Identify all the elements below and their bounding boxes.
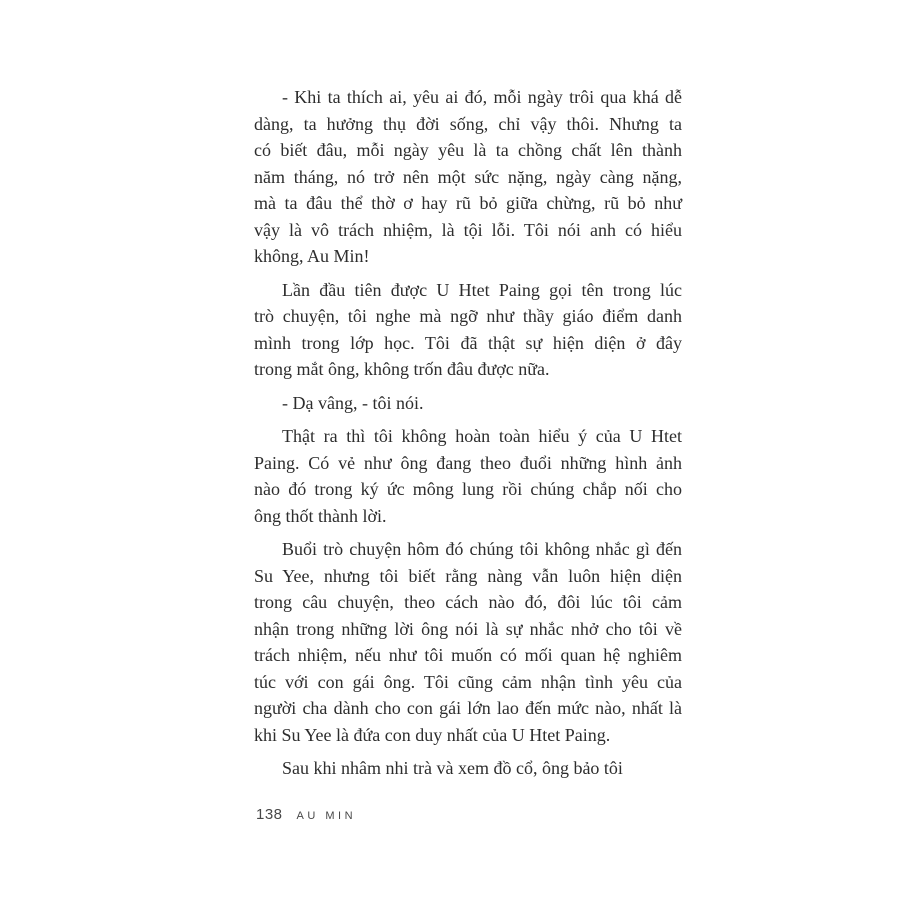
text-line: ông thốt thành lời. (254, 505, 387, 526)
text-line: trong câu chuyện, theo cách nào đó, đôi lúc tôi cảm (254, 592, 682, 612)
text-line: nào đó trong ký ức mông lung rồi chúng chắp nối cho (254, 479, 682, 499)
paragraph (254, 423, 682, 529)
text-line: Buổi trò chuyện hôm đó chúng tôi không nhắc gì đến (282, 539, 682, 559)
text-line: Paing. Có vẻ như ông đang theo đuổi những hình ảnh (254, 452, 682, 473)
text-line: khi Su Yee là đứa con duy nhất của U Htet Paing. (254, 724, 611, 745)
page-number: 138 (256, 806, 283, 823)
page-footer (256, 806, 356, 823)
text-line: trong mắt ông, không trốn đâu được nữa. (254, 359, 550, 379)
paragraph (254, 536, 682, 748)
text-line: người cha dành cho con gái lớn lao đến mức nào, nhất là (254, 698, 682, 718)
text-line: - Dạ vâng, - tôi nói. (282, 392, 424, 413)
paragraph (254, 755, 682, 782)
text-line: mình trong lớp học. Tôi đã thật sự hiện diện ở đây (254, 332, 682, 353)
text-line: không, Au Min! (254, 246, 370, 266)
text-line: dàng, ta hưởng thụ đời sống, chỉ vậy thôi. Nhưng ta (254, 113, 682, 134)
text-line: năm tháng, nó trở nên một sức nặng, ngày càng nặng, (254, 166, 682, 187)
text-line: Thật ra thì tôi không hoàn toàn hiểu ý của U Htet (282, 426, 682, 446)
text-line: Su Yee, nhưng tôi biết rằng nàng vẫn luôn hiện diện (254, 565, 682, 586)
paragraph (254, 277, 682, 383)
text-line: túc với con gái ông. Tôi cũng cảm nhận tình yêu của (254, 671, 682, 692)
paragraph (254, 84, 682, 270)
text-line: trách nhiệm, nếu như tôi muốn có mối quan hệ nghiêm (254, 645, 682, 665)
running-title: AU MIN (296, 810, 357, 822)
text-line: có biết đâu, mỗi ngày yêu là ta chồng chất lên thành (254, 140, 682, 160)
text-line: mà ta đâu thể thờ ơ hay rũ bỏ giữa chừng, rũ bỏ như (254, 193, 682, 213)
text-line: nhận trong những lời ông nói là sự nhắc nhở cho tôi về (254, 618, 682, 639)
text-line: trò chuyện, tôi nghe mà ngỡ như thầy giáo điểm danh (254, 306, 682, 326)
paragraph (254, 390, 682, 417)
body-text (254, 84, 682, 789)
text-line: - Khi ta thích ai, yêu ai đó, mỗi ngày trôi qua khá dễ (282, 87, 682, 107)
text-line: Lần đầu tiên được U Htet Paing gọi tên trong lúc (282, 279, 682, 300)
text-line: vậy là vô trách nhiệm, là tội lỗi. Tôi nói anh có hiểu (254, 219, 682, 240)
text-line: Sau khi nhâm nhi trà và xem đồ cổ, ông bảo tôi (282, 758, 623, 778)
